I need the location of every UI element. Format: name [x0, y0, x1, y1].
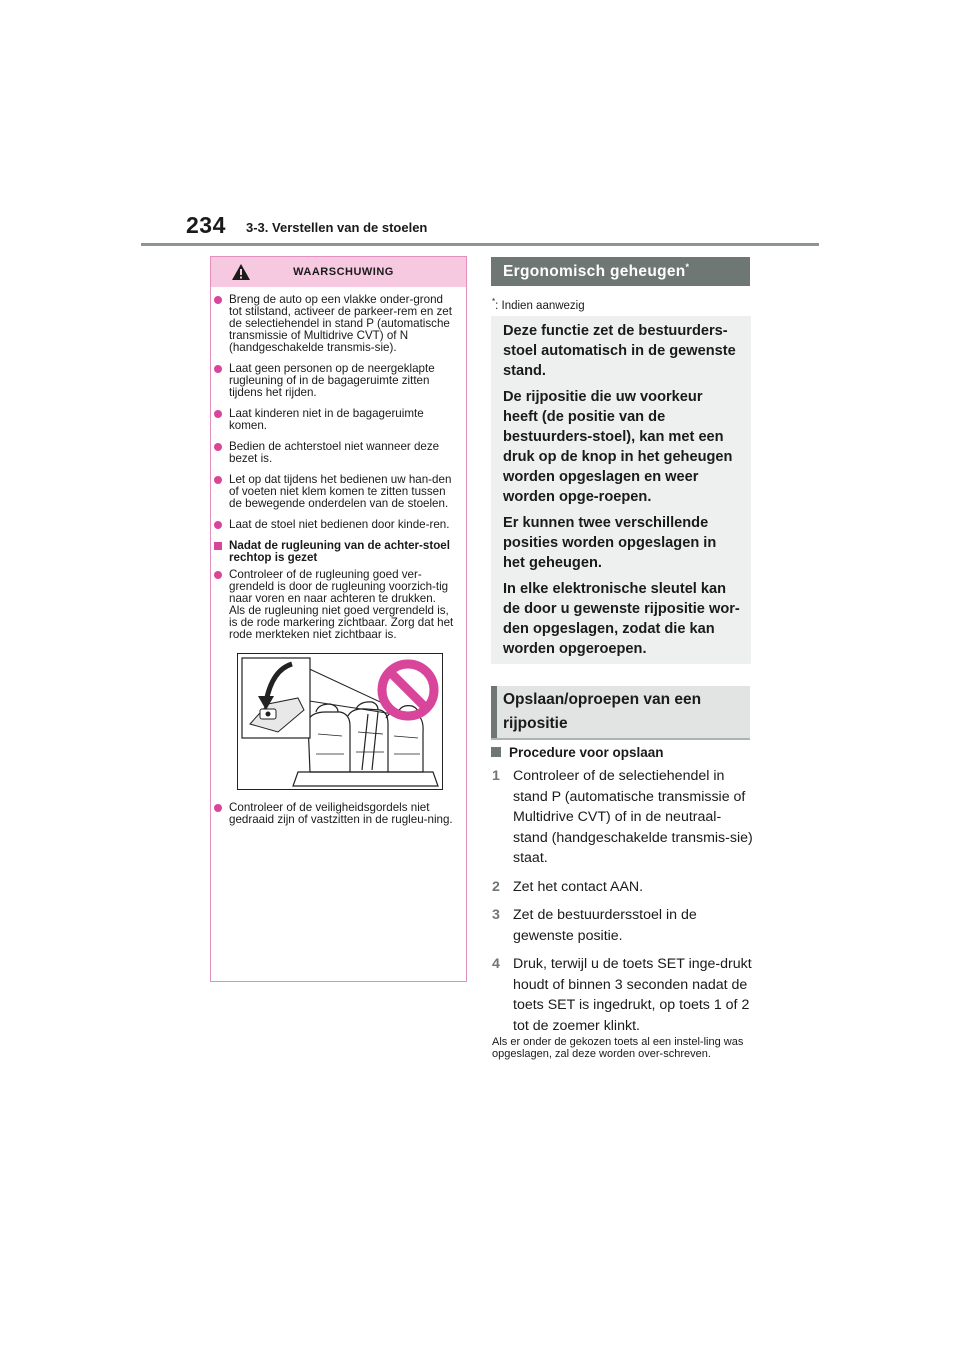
warning-title: WAARSCHUWING: [293, 266, 394, 278]
square-bullet-icon: [214, 542, 222, 550]
warning-item: Controleer of de rugleuning goed ver-grendeld is door de rugleuning voorzich-tig naar voren en naar achteren te drukken. Als de rugleuning niet goed vergrendeld is, is de rode markering zichtbaar. Zorg dat het rode merkteken niet zichtbaar is.: [213, 569, 458, 641]
warning-item: Laat de stoel niet bedienen door kinde-ren.: [213, 519, 458, 531]
overwrite-note: Als er onder de gekozen toets al een instel-ling was opgeslagen, zal deze worden over-schreven.: [492, 1036, 744, 1060]
bullet-icon: [214, 476, 222, 484]
warning-header: [211, 257, 466, 287]
bullet-icon: [214, 521, 222, 529]
bullet-icon: [214, 365, 222, 373]
step-item: 2 Zet het contact AAN.: [492, 878, 644, 895]
bullet-icon: [214, 804, 222, 812]
description-paragraph: Er kunnen twee verschillende posities worden opgeslagen in het geheugen.: [503, 515, 717, 571]
footnote: *: Indien aanwezig: [492, 297, 585, 312]
warning-item: Controleer of de veiligheidsgordels niet gedraaid zijn of vastzitten in de rugleu-ning.: [213, 802, 458, 826]
rear-seat-illustration: [237, 653, 443, 790]
description-paragraph: De rijpositie die uw voorkeur heeft (de positie van de bestuurders-stoel), kan met een druk op de knop in het geheugen worden opgeslagen en weer worden opge-roepen.: [503, 389, 733, 505]
procedure-title: Procedure voor opslaan: [491, 745, 664, 760]
warning-subsection-title: Nadat de rugleuning van de achter-stoel rechtop is gezet: [213, 540, 458, 564]
bullet-icon: [214, 571, 222, 579]
bullet-icon: [214, 443, 222, 451]
procedure-steps: [492, 766, 754, 1044]
step-item: 3 Zet de bestuurdersstoel in de gewenste positie.: [492, 907, 697, 944]
description-box: [491, 316, 751, 664]
description-paragraph: Deze functie zet de bestuurders-stoel automatisch in de gewenste stand.: [503, 323, 736, 379]
bullet-icon: [214, 296, 222, 304]
step-item: 1 Controleer of de selectiehendel in stand P (automatische transmissie of Multidrive CVT) of in de neutraal-stand (handgeschakelde transmis-sie) staat.: [492, 768, 753, 866]
warning-box: [210, 256, 467, 982]
seat-illustration-svg: [238, 654, 442, 789]
step-item: 4 Druk, terwijl u de toets SET inge-drukt houdt of binnen 3 seconden nadat de toets SET is ingedrukt, op toets 1 of 2 tot de zoemer klinkt.: [492, 956, 752, 1034]
warning-item: Laat geen personen op de neergeklapte rugleuning of in de bagageruimte zitten tijdens het rijden.: [213, 363, 458, 399]
warning-triangle-icon: [231, 263, 251, 281]
page-number: 234: [186, 212, 226, 238]
description-paragraph: In elke elektronische sleutel kan de door u gewenste rijpositie wor-den opgeslagen, zodat die kan worden opgeroepen.: [503, 581, 740, 657]
ergonomic-memory-header: Ergonomisch geheugen*: [491, 257, 750, 286]
warning-item: Let op dat tijdens het bedienen uw han-den of voeten niet klem komen te zitten tussen de bewegende onderdelen van de stoelen.: [213, 474, 458, 510]
warning-item: Laat kinderen niet in de bagageruimte komen.: [213, 408, 458, 432]
store-recall-header: Opslaan/oproepen van een rijpositie: [491, 686, 750, 738]
warning-item: Breng de auto op een vlakke onder-grond tot stilstand, activeer de parkeer-rem en zet de selectiehendel in stand P (automatische transmissie of Multidrive CVT) of N (handgeschakelde transmis-sie).: [213, 294, 458, 354]
section-title: 3-3. Verstellen van de stoelen: [246, 220, 428, 235]
square-bullet-icon: [491, 747, 501, 757]
warning-item: Bedien de achterstoel niet wanneer deze bezet is.: [213, 441, 458, 465]
header-rule: [141, 243, 819, 246]
bullet-icon: [214, 410, 222, 418]
